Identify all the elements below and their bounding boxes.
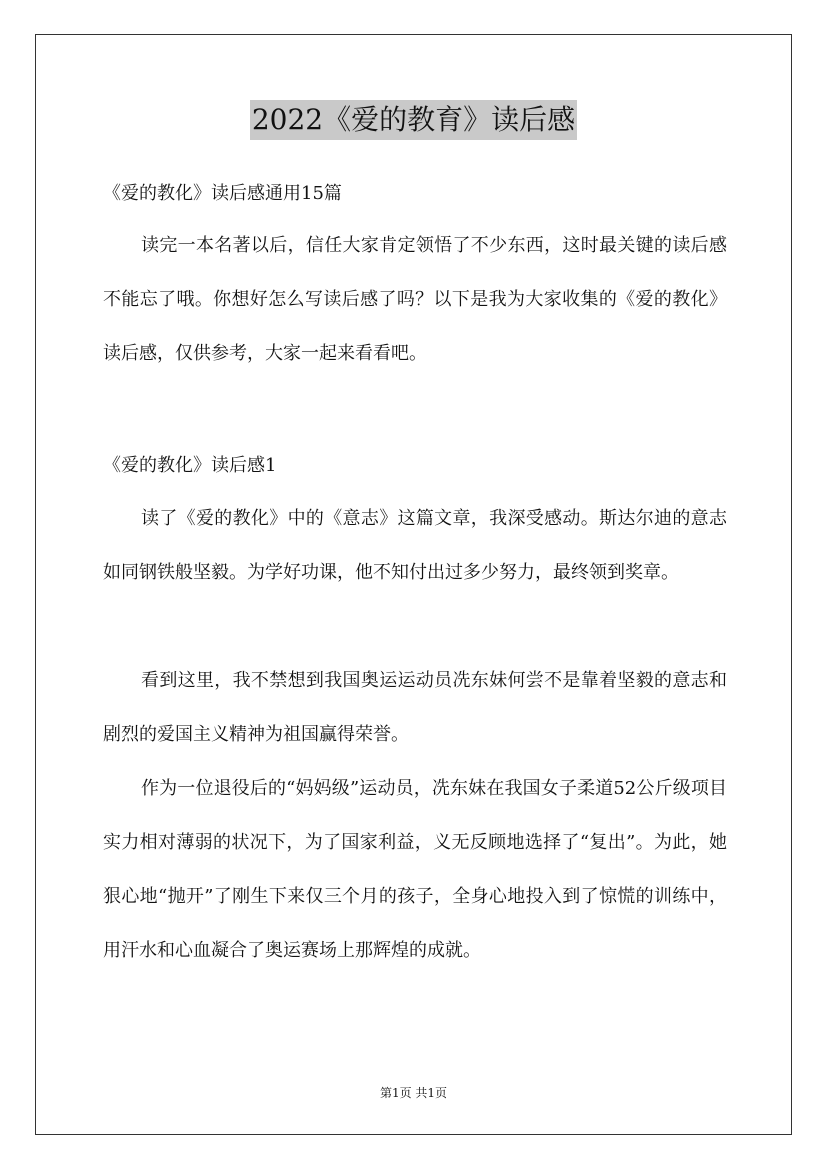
page-footer: 第1页 共1页 [379, 1086, 448, 1100]
body-paragraph-2: 看到这里，我不禁想到我国奥运运动员冼东妹何尝不是靠着坚毅的意志和剧烈的爱国主义精神为祖国赢得荣誉。 [103, 670, 727, 745]
body-paragraph-3: 作为一位退役后的“妈妈级”运动员，冼东妹在我国女子柔道52公斤级项目实力相对薄弱的状况下，为了国家利益，义无反顾地选择了“复出”。为此，她狠心地“抛开”了刚生下来仅三个月的孩子，全身心地投入到了惊慌的训练中，用汗水和心血凝合了奥运赛场上那辉煌的成就。 [103, 778, 727, 961]
body-paragraph-1: 读了《爱的教化》中的《意志》这篇文章，我深受感动。斯达尔迪的意志如同钢铁般坚毅。为学好功课，他不知付出过多少努力，最终领到奖章。 [103, 508, 727, 583]
document-subtitle: 《爱的教化》读后感通用15篇 [103, 183, 342, 204]
document-title-wrapper [0, 100, 827, 140]
section-heading: 《爱的教化》读后感1 [103, 455, 277, 476]
intro-paragraph: 读完一本名著以后，信任大家肯定领悟了不少东西，这时最关键的读后感不能忘了哦。你想好怎么写读后感了吗？以下是我为大家收集的《爱的教化》读后感，仅供参考，大家一起来看看吧。 [103, 235, 727, 364]
document-title: 2022《爱的教育》读后感 [250, 100, 577, 140]
